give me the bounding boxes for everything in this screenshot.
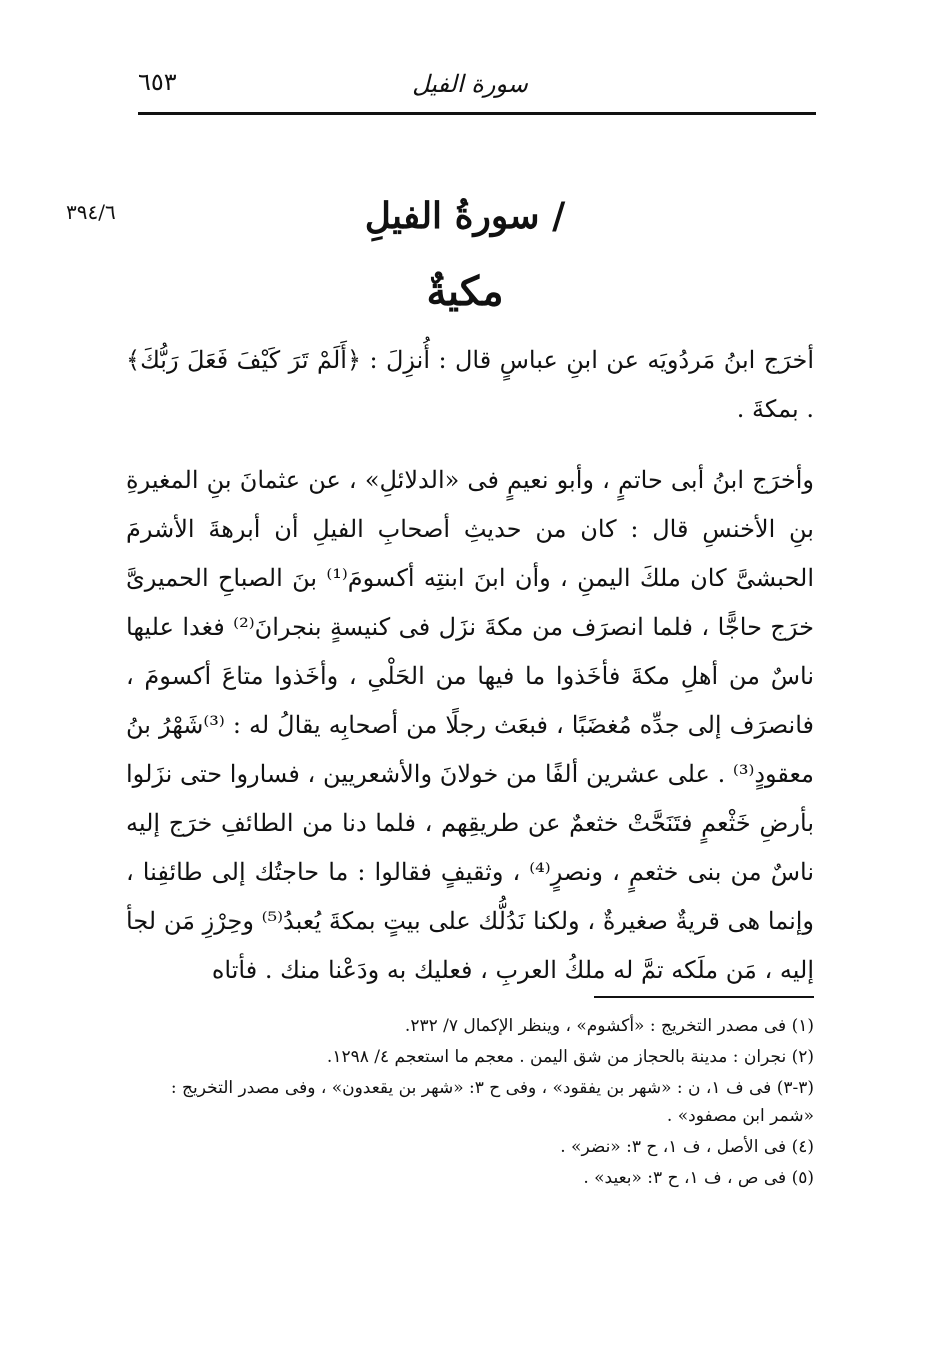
footnote-item: (٥) فى ص ، ف ١، ح ٣: «بعيد» . [583,1168,814,1188]
footnote-item: (٣-٣) فى ف ١، ن : «شهر بن يفقود» ، وفى ح ٣: «شهر بن يقعدون» ، وفى مصدر التخريج : «شمر ابن مصفود» . [170,1078,814,1126]
header-divider [138,112,816,115]
running-header-title: سورة الفيل [412,70,528,98]
main-text [126,336,814,995]
footnotes [126,1012,814,1195]
paragraph-1: أخرَج ابنُ مَردُويَه عن ابنِ عباسٍ قال : أُنزِلَ : ﴿أَلَمْ تَرَ كَيْفَ فَعَلَ رَبُّكَ﴾ . بمكةَ . [126,346,814,423]
page-number: ٦٥٣ [138,68,177,96]
margin-reference: ٣٩٤/٦ [66,200,116,224]
footnote-item: (١) فى مصدر التخريج : «أكشوم» ، وينظر الإكمال ٧/ ٢٣٢. [404,1016,814,1036]
footnote-item: (٢) نجران : مدينة بالحجاز من شق اليمن . معجم ما استعجم ٤/ ١٢٩٨. [326,1047,814,1067]
footnote-item: (٤) فى الأصل ، ف ١، ح ٣: «نضر» . [560,1137,814,1157]
surah-subtitle: مكيةٌ [426,268,504,315]
footnote-divider [594,996,814,998]
paragraph-2: وأخرَج ابنُ أبى حاتمٍ ، وأبو نعيمٍ فى «الدلائلِ» ، عن عثمانَ بنِ المغيرةِ بنِ الأخنسِ قال : كان من حديثِ أصحابِ الفيلِ أن أبرهةَ الأشرمَ الحبشىَّ كان ملكَ اليمنِ ، وأن ابنَ ابنتِه أكسومَ⁽¹⁾ بنَ الصباحِ الحميرىَّ خرَج حاجًّا ، فلما انصرَف من مكةَ نزَل فى كنيسةٍ بنجرانَ⁽²⁾ فغدا عليها ناسٌ من أهلِ مكةَ فأخَذوا ما فيها من الحَلْىِ ، وأخَذوا متاعَ أكسومَ ، فانصرَف إلى جدِّه مُغضَبًا ، فبعَث رجلًا من أصحابِه يقالُ له : ⁽³⁾شَهْرُ بنُ معقودٍ⁽³⁾ . على عشرين ألفًا من خولانَ والأشعريين ، فساروا حتى نزَلوا بأرضِ خَثْعمٍ فتَنَحَّتْ خثعمٌ عن طريقِهم ، فلما دنا من الطائفِ خرَج إليه ناسٌ من بنى خثعمٍ ، ونصرٍ⁽⁴⁾ ، وثقيفٍ فقالوا : ما حاجتُك إلى طائفِنا ، وإنما هى قريةٌ صغيرةٌ ، ولكنا نَدُلُّك على بيتٍ بمكةَ يُعبدُ⁽⁵⁾ وحِرْزِ مَن لجأ إليه ، مَن ملَكه تمَّ له ملكُ العربِ ، فعليك به ودَعْنا منك . فأتاه [126,466,815,984]
surah-title: / سورةُ الفيلِ [364,195,566,237]
